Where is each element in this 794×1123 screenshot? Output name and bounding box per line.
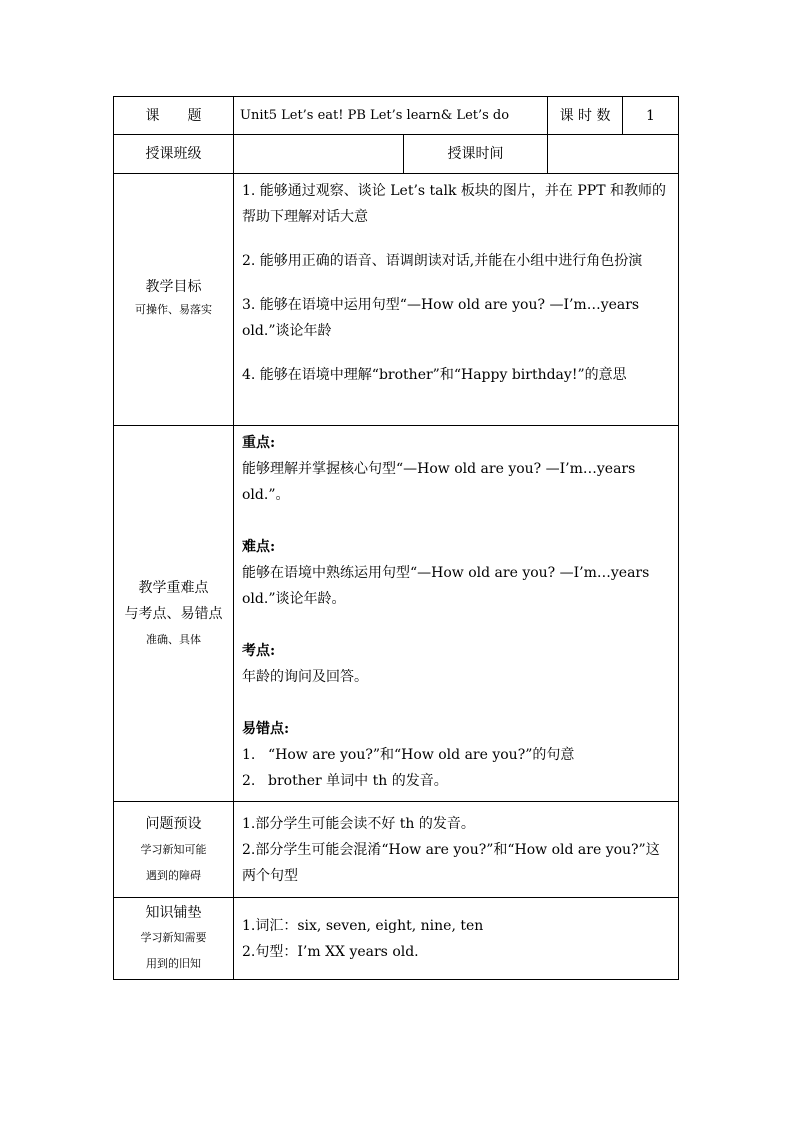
error-item [242,768,670,794]
knowledge-sublabel-line2: 用到的旧知 [146,956,201,970]
goals-row [114,174,679,426]
error-item-number: 2. [242,773,256,789]
exam-text: 年龄的询问及回答。 [242,669,368,685]
knowledge-label: 知识铺垫 [145,904,202,921]
keypoints-label-line1: 教学重难点 [138,579,209,596]
problems-sublabel-line1: 学习新知可能 [140,842,207,856]
goal-item: 3. 能够在语境中运用句型“—How old are you? —I’m…years old.”谈论年龄 [242,297,640,339]
knowledge-sublabel-line1: 学习新知需要 [140,930,207,944]
error-item-text: brother 单词中 th 的发音。 [268,773,448,789]
goal-item: 2. 能够用正确的语音、语调朗读对话,并能在小组中进行角色扮演 [242,253,643,269]
problems-row [114,802,679,898]
goal-item: 1. 能够通过观察、谈论 Let’s talk 板块的图片，并在 PPT 和教师的帮助下理解对话大意 [242,183,667,225]
subject-row [114,97,679,135]
difficulty-title: 难点: [242,539,276,555]
goal-item: 4. 能够在语境中理解“brother”和“Happy birthday!”的意思 [242,367,627,383]
error-item-number: 1. [242,747,256,763]
keypoints-row [114,426,679,802]
hours-value: 1 [623,97,679,135]
focus-text: 能够理解并掌握核心句型“—How old are you? —I’m…years old.”。 [242,461,636,503]
keypoints-label-line2: 与考点、易错点 [124,605,223,622]
goals-content [234,174,679,426]
keypoints-sublabel: 准确、具体 [146,632,201,646]
problems-content [234,802,679,898]
goals-sublabel: 可操作、易落实 [135,302,212,316]
error-item-text: “How are you?”和“How old are you?”的句意 [268,747,575,763]
knowledge-row [114,898,679,980]
problem-item: 1.部分学生可能会读不好 th 的发音。 [242,815,475,832]
lesson-plan-table [113,96,679,980]
class-label: 授课班级 [114,135,234,174]
goals-label-cell [114,174,234,426]
problems-label: 问题预设 [145,815,202,832]
problem-item: 2.部分学生可能会混淆“How are you?”和“How old are you?”这两个句型 [242,841,660,884]
knowledge-item: 1.词汇：six, seven, eight, nine, ten [242,917,484,934]
subject-label: 课 题 [114,97,234,135]
subject-value: Unit5 Let’s eat! PB Let’s learn& Let’s do [234,97,548,135]
focus-title: 重点: [242,435,276,451]
goals-label: 教学目标 [145,278,202,295]
keypoints-label-cell [114,426,234,802]
knowledge-item: 2.句型：I’m XX years old. [242,943,419,960]
error-title: 易错点: [242,721,290,737]
keypoints-content [234,426,679,802]
difficulty-text: 能够在语境中熟练运用句型“—How old are you? —I’m…years old.”谈论年龄。 [242,565,650,607]
hours-label: 课 时 数 [548,97,623,135]
time-label: 授课时间 [404,135,548,174]
time-value [548,135,679,174]
problems-sublabel-line2: 遇到的障碍 [146,868,201,882]
knowledge-label-cell [114,898,234,980]
error-item [242,742,670,768]
problems-label-cell [114,802,234,898]
class-row [114,135,679,174]
exam-title: 考点: [242,643,276,659]
class-value [234,135,404,174]
knowledge-content [234,898,679,980]
